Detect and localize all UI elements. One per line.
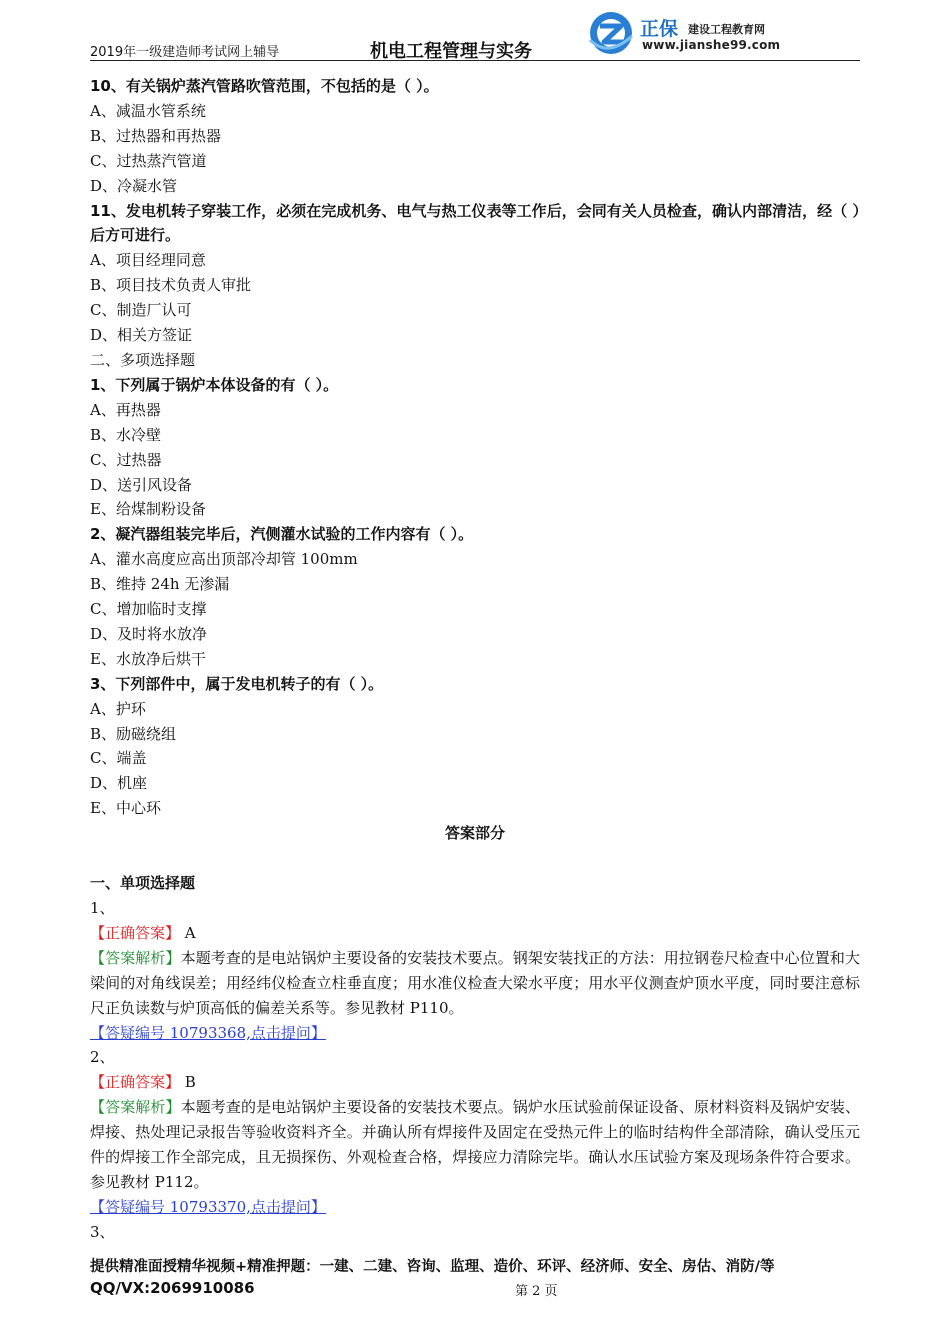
question-link-line — [90, 1195, 860, 1220]
option: C、增加临时支撑 — [90, 600, 207, 619]
question-stem: 3、下列部件中，属于发电机转子的有（ ）。 — [90, 674, 384, 693]
option: D、机座 — [90, 774, 148, 793]
section-heading: 一、单项选择题 — [90, 874, 196, 893]
section-heading: 二、多项选择题 — [90, 350, 196, 369]
option: D、冷凝水管 — [90, 176, 178, 195]
analysis-label: 【答案解析】 — [90, 948, 181, 967]
question-link-line — [90, 1021, 860, 1046]
option: A、再热器 — [90, 400, 161, 419]
question-stem: 11、发电机转子穿装工作，必须在完成机务、电气与热工仪表等工作后，会同有关人员检查，确认内部清洁，经（ ）后方可进行。 — [90, 201, 860, 245]
question-stem: 1、下列属于锅炉本体设备的有（ ）。 — [90, 375, 339, 394]
ask-question-link[interactable]: 【答疑编号 10793370,点击提问】 — [90, 1197, 326, 1216]
header-course-title: 2019年一级建造师考试网上辅导 — [90, 45, 280, 60]
header-subject-title: 机电工程管理与实务 — [370, 41, 532, 62]
option: D、相关方签证 — [90, 326, 193, 345]
logo-sub-text: 建设工程教育网 — [688, 23, 765, 36]
analysis-label: 【答案解析】 — [90, 1098, 181, 1117]
header-divider — [90, 60, 860, 61]
main-content — [90, 74, 860, 1245]
option: A、护环 — [90, 699, 146, 718]
correct-answer-line — [90, 921, 860, 946]
correct-answer-value: A — [180, 923, 196, 942]
question-stem: 2、凝汽器组装完毕后，汽侧灌水试验的工作内容有（ ）。 — [90, 525, 474, 544]
analysis-text: 本题考查的是电站锅炉主要设备的安装技术要点。钢架安装找正的方法：用拉钢卷尺检查中心位置和大梁间的对角线误差；用经纬仪检查立柱垂直度；用水准仪检查大梁水平度；用水平仪测查炉顶水平度，同时要注意标尺正负读数与炉顶高低的偏差关系等。参见教材 P110。 — [90, 948, 860, 1017]
option: D、及时将水放净 — [90, 624, 208, 643]
option: E、水放净后烘干 — [90, 649, 206, 668]
option: B、水冷壁 — [90, 425, 162, 444]
answer-analysis — [90, 946, 860, 1021]
correct-answer-line — [90, 1070, 860, 1095]
page-number: 第 2 页 — [515, 1284, 558, 1299]
option: C、制造厂认可 — [90, 301, 192, 320]
logo-url-text: www.jianshe99.com — [642, 38, 781, 52]
option: B、项目技术负责人审批 — [90, 276, 252, 295]
correct-answer-label: 【正确答案】 — [90, 1073, 181, 1092]
correct-answer-label: 【正确答案】 — [90, 923, 181, 942]
brand-logo — [588, 10, 878, 58]
logo-brand-text: 正保 — [640, 18, 679, 40]
ask-question-link[interactable]: 【答疑编号 10793368,点击提问】 — [90, 1023, 326, 1042]
footer-promo: 提供精准面授精华视频+精准押题：一建、二建、咨询、监理、造价、环评、经济师、安全、房估、消防/等 — [90, 1259, 775, 1275]
option: B、励磁绕组 — [90, 724, 177, 743]
spacer — [90, 846, 860, 871]
option: C、过热蒸汽管道 — [90, 151, 207, 170]
option: B、维持 24h 无渗漏 — [90, 575, 230, 594]
option: C、端盖 — [90, 749, 147, 768]
option: E、中心环 — [90, 799, 161, 818]
answer-number: 1、 — [90, 899, 115, 917]
option: B、过热器和再热器 — [90, 126, 222, 145]
answer-number: 3、 — [90, 1222, 115, 1241]
footer-contact: QQ/VX:2069910086 — [90, 1279, 255, 1297]
option: E、给煤制粉设备 — [90, 500, 206, 519]
option: D、送引风设备 — [90, 475, 193, 494]
option: A、项目经理同意 — [90, 251, 206, 270]
answers-title: 答案部分 — [444, 824, 505, 843]
option: C、过热器 — [90, 450, 162, 469]
analysis-text: 本题考查的是电站锅炉主要设备的安装技术要点。锅炉水压试验前保证设备、原材料资料及锅炉安装、焊接、热处理记录报告等验收资料齐全。并确认所有焊接件及固定在受热元件上的临时结构件全部清除，确认受压元件的焊接工作全部完成，且无损探伤、外观检查合格，焊接应力清除完毕。确认水压试验方案及现场条件符合要求。参见教材 P112。 — [90, 1098, 860, 1191]
option: A、减温水管系统 — [90, 101, 206, 120]
answer-analysis — [90, 1095, 860, 1195]
question-stem: 10、有关锅炉蒸汽管路吹管范围，不包括的是（ ）。 — [90, 77, 439, 95]
correct-answer-value: B — [180, 1073, 196, 1092]
logo-swirl-icon — [588, 10, 636, 56]
option: A、灌水高度应高出顶部冷却管 100mm — [90, 550, 358, 569]
answer-number: 2、 — [90, 1048, 115, 1067]
